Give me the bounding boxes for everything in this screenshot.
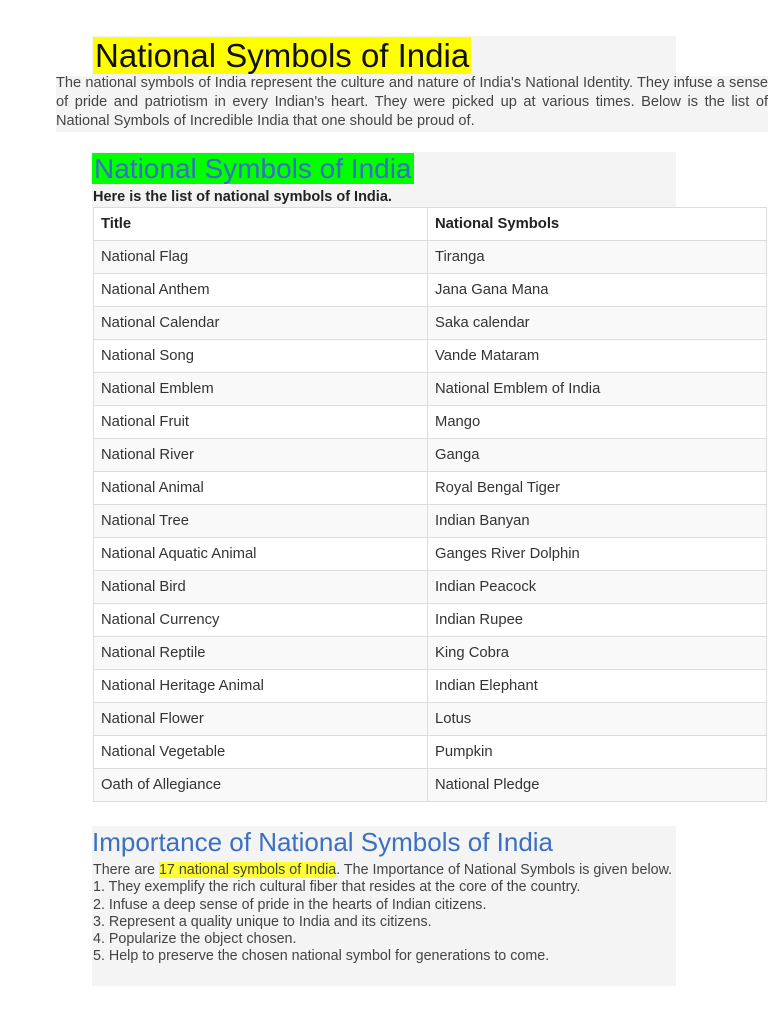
list-item: 2. Infuse a deep sense of pride in the hearts of Indian citizens. [93,896,487,913]
row-symbol: Indian Banyan [428,505,767,538]
symbol-count-highlight: 17 national symbols of India [158,862,337,878]
table-row [94,340,767,373]
row-symbol: National Pledge [428,769,767,802]
importance-lead-end: . The Importance of National Symbols is given below. [336,862,673,878]
row-title: National Flag [94,241,428,274]
table-row [94,538,767,571]
list-item: 4. Popularize the object chosen. [93,931,297,948]
row-title: National Heritage Animal [94,670,428,703]
importance-lead-start: There are [93,862,159,878]
table-header-row [94,208,767,241]
row-symbol: Indian Rupee [428,604,767,637]
row-symbol: Ganges River Dolphin [428,538,767,571]
row-symbol: Mango [428,406,767,439]
row-title: National Bird [94,571,428,604]
table-row [94,472,767,505]
table-row [94,241,767,274]
row-title: Oath of Allegiance [94,769,428,802]
table-row [94,670,767,703]
row-symbol: Lotus [428,703,767,736]
table-row [94,307,767,340]
column-header-symbols: National Symbols [428,208,767,241]
page-title [93,38,471,74]
row-symbol: Vande Mataram [428,340,767,373]
row-symbol: Jana Gana Mana [428,274,767,307]
row-symbol: Royal Bengal Tiger [428,472,767,505]
row-symbol: Indian Peacock [428,571,767,604]
list-item: 5. Help to preserve the chosen national symbol for generations to come. [93,948,550,965]
table-row [94,274,767,307]
row-symbol: Ganga [428,439,767,472]
page-title-text: National Symbols of India [95,37,470,74]
row-title: National Flower [94,703,428,736]
importance-list [93,879,675,965]
row-symbol: Pumpkin [428,736,767,769]
table-row [94,571,767,604]
row-symbol: Tiranga [428,241,767,274]
row-symbol: Saka calendar [428,307,767,340]
table-row [94,604,767,637]
row-title: National Fruit [94,406,428,439]
row-symbol: Indian Elephant [428,670,767,703]
table-row [94,505,767,538]
table-row [94,406,767,439]
row-title: National Anthem [94,274,428,307]
list-item: 1. They exemplify the rich cultural fiber that resides at the core of the country. [93,879,581,896]
table-row [94,373,767,406]
row-title: National Emblem [94,373,428,406]
row-title: National Tree [94,505,428,538]
row-title: National Reptile [94,637,428,670]
row-symbol: National Emblem of India [428,373,767,406]
column-header-title: Title [94,208,428,241]
importance-body [93,862,675,966]
table-row [94,769,767,802]
importance-heading: Importance of National Symbols of India [92,827,554,857]
row-symbol: King Cobra [428,637,767,670]
table-row [94,637,767,670]
list-section-heading-text: National Symbols of India [94,153,412,184]
intro-paragraph: The national symbols of India represent the culture and nature of India's National Identity. They infuse a sense of pride and patriotism in every Indian's heart. They were picked up at various times. Below is the list of National Symbols of Incredible India that one should be proud of. [56,75,768,129]
national-symbols-table [93,207,767,802]
row-title: National Currency [94,604,428,637]
importance-lead [93,862,675,879]
row-title: National Animal [94,472,428,505]
table-caption: Here is the list of national symbols of India. [93,189,392,205]
list-section-heading [92,153,414,185]
table-row [94,439,767,472]
table-row [94,736,767,769]
row-title: National River [94,439,428,472]
row-title: National Song [94,340,428,373]
row-title: National Aquatic Animal [94,538,428,571]
row-title: National Calendar [94,307,428,340]
table-row [94,703,767,736]
list-item: 3. Represent a quality unique to India and its citizens. [93,913,432,930]
row-title: National Vegetable [94,736,428,769]
